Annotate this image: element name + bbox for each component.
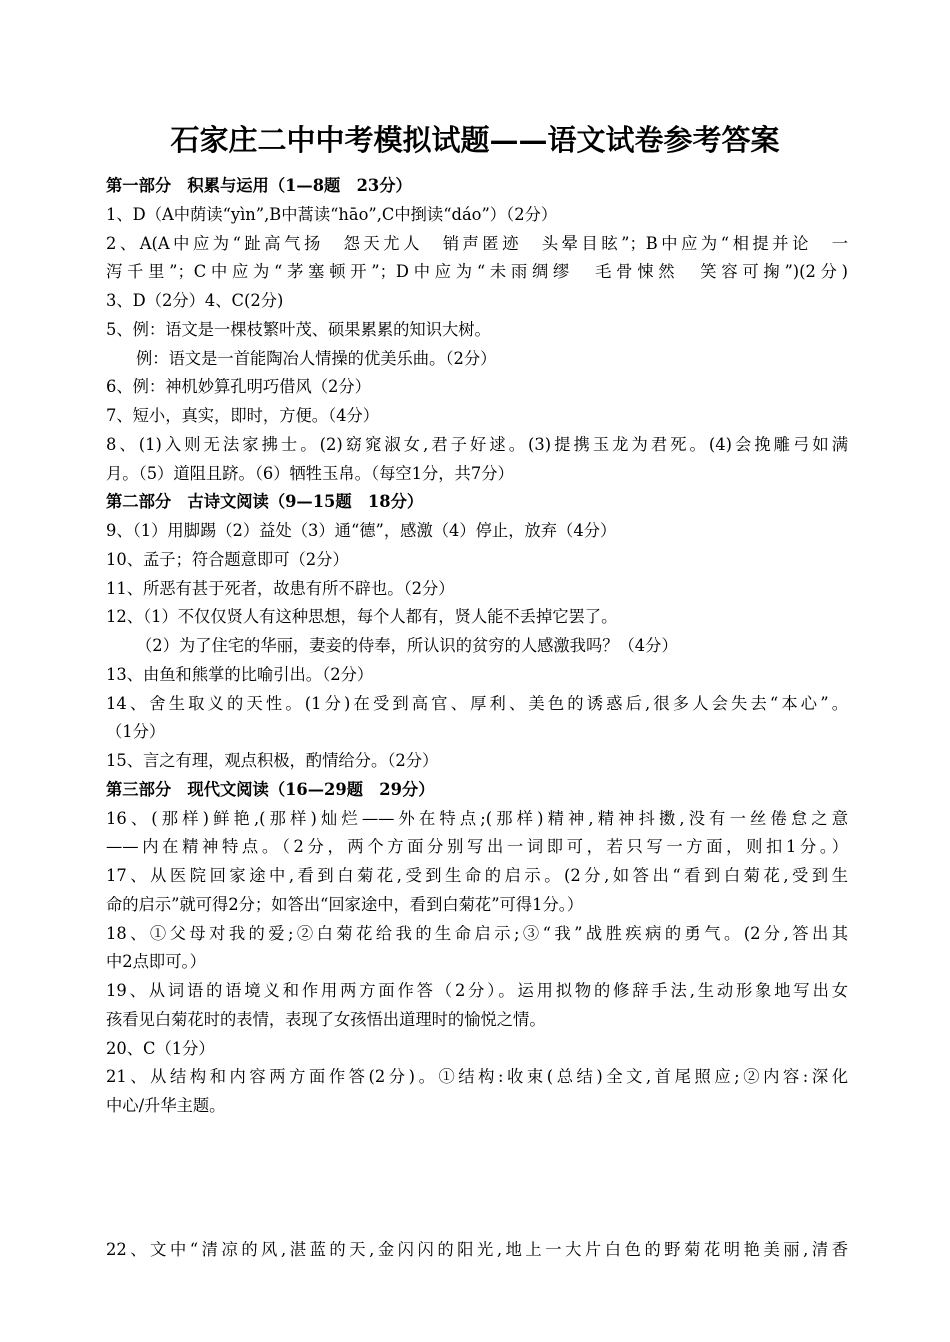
answer-lines-top bbox=[106, 172, 848, 1121]
answer-content bbox=[106, 172, 848, 1265]
answer-line: 3、D（2分）4、C(2分) bbox=[106, 291, 284, 310]
answer-line: 11、所恶有甚于死者，故患有所不辟也。（2分） bbox=[106, 578, 455, 598]
answer-line: 20、C（1分） bbox=[106, 1038, 215, 1058]
answer-line: 17、从医院回家途中,看到白菊花,受到生命的启示。(2分,如答出“看到白菊花,受到生 bbox=[106, 866, 848, 885]
page-title: 石家庄二中中考模拟试题——语文试卷参考答案 bbox=[170, 123, 780, 157]
answer-line: 18、①父母对我的爱;②白菊花给我的生命启示;③“我”战胜疾病的勇气。(2分,答出其 bbox=[106, 923, 848, 943]
section-heading: 第三部分 现代文阅读（16—29题 29分） bbox=[106, 779, 435, 799]
answer-line: 12、（1）不仅仅贤人有这种思想，每个人都有，贤人能不丢掉它罢了。 bbox=[106, 607, 618, 627]
answer-line: 16、(那样)鲜艳,(那样)灿烂——外在特点;(那样)精神,精神抖擞,没有一丝倦怠之意 bbox=[106, 808, 848, 828]
answer-line: 5、例：语文是一棵枝繁叶茂、硕果累累的知识大树。 bbox=[106, 319, 491, 339]
answer-lines-bottom bbox=[106, 1236, 848, 1265]
answer-line: 中2点即可。） bbox=[106, 952, 206, 972]
answer-line: 泻千里”；C中应为“茅塞顿开”；D中应为“未雨绸缪 毛骨悚然 笑容可掬”)(2分) bbox=[106, 262, 848, 282]
answer-line: 19、从词语的语境义和作用两方面作答（2分）。运用拟物的修辞手法,生动形象地写出女 bbox=[106, 981, 848, 1000]
section-heading: 第二部分 古诗文阅读（9—15题 18分） bbox=[106, 492, 424, 512]
answer-line: 14、舍生取义的天性。(1分)在受到高官、厚利、美色的诱惑后,很多人会失去“本心”。 bbox=[106, 693, 848, 713]
answer-line: 命的启示”就可得2分；如答出“回家途中，看到白菊花”可得1分。） bbox=[106, 894, 584, 914]
answer-line: 13、由鱼和熊掌的比喻引出。（2分） bbox=[106, 664, 374, 684]
answer-line: （2）为了住宅的华丽，妻妾的侍奉，所认识的贫穷的人感激我吗？（4分） bbox=[136, 636, 678, 655]
answer-line: 15、言之有理，观点积极，酌情给分。（2分） bbox=[106, 751, 439, 770]
answer-line: 2、A(A中应为“趾高气扬 怨天尤人 销声匿迹 头晕目眩”；B中应为“相提并论 一 bbox=[106, 233, 848, 253]
answer-line: （1分） bbox=[106, 722, 166, 742]
answer-line: 月。（5）道阻且跻。（6）牺牲玉帛。（每空1分，共7分） bbox=[106, 463, 514, 483]
answer-line: 孩看见白菊花时的表情，表现了女孩悟出道理时的愉悦之情。 bbox=[106, 1009, 546, 1029]
answer-line: 例：语文是一首能陶冶人情操的优美乐曲。（2分） bbox=[136, 348, 497, 368]
answer-line: 10、孟子；符合题意即可（2分） bbox=[106, 549, 349, 569]
answer-line: 8、(1)入则无法家拂士。(2)窈窕淑女,君子好逑。(3)提携玉龙为君死。(4)会挽雕弓如满 bbox=[106, 434, 848, 454]
answer-line: 7、短小，真实，即时，方便。（4分） bbox=[106, 406, 380, 425]
answer-line: 中心/升华主题。 bbox=[106, 1096, 226, 1115]
answer-line: 9、（1）用脚踢（2）益处（3）通“德”，感激（4）停止，放弃（4分） bbox=[106, 521, 617, 540]
answer-line: 22、文中“清凉的风,湛蓝的天,金闪闪的阳光,地上一大片白色的野菊花明艳美丽,清香 bbox=[106, 1239, 848, 1259]
section-heading: 第一部分 积累与运用（1—8题 23分） bbox=[106, 176, 412, 195]
answer-line: 21、从结构和内容两方面作答(2分)。①结构:收束(总结)全文,首尾照应;②内容:深化 bbox=[106, 1067, 848, 1087]
answer-line: 6、例：神机妙算孔明巧借风（2分） bbox=[106, 377, 371, 397]
answer-line: ——内在精神特点。（2分，两个方面分别写出一词即可，若只写一方面，则扣1分。） bbox=[106, 837, 848, 857]
answer-line: 1、D（A中荫读“yìn”,B中蒿读“hāo”,C中捯读“dáo”）（2分） bbox=[106, 204, 558, 224]
blank-gap bbox=[106, 1121, 848, 1236]
